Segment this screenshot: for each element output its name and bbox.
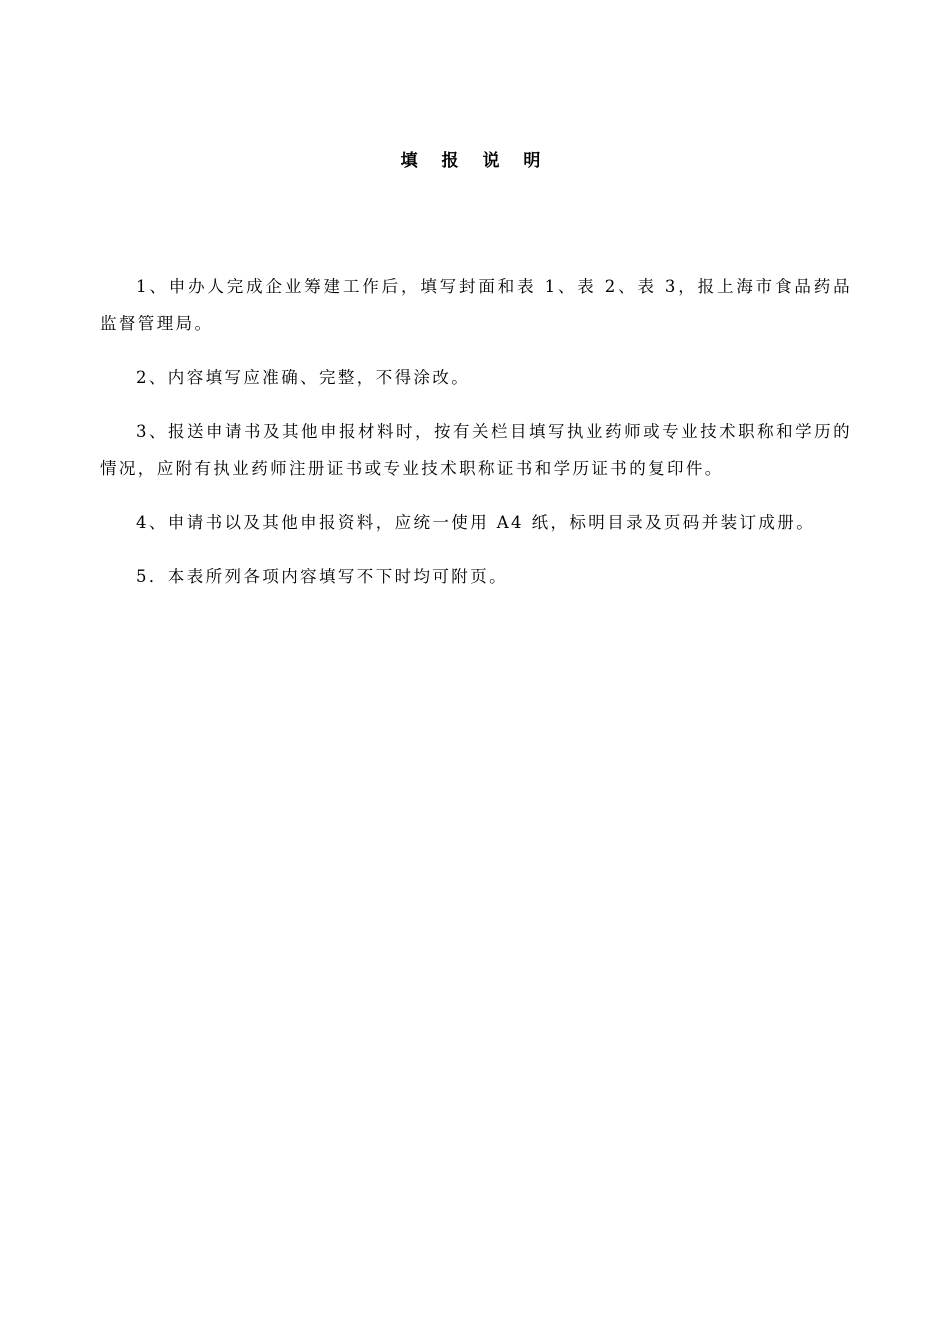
instructions-body — [100, 268, 852, 612]
instruction-item-1: 1、申办人完成企业筹建工作后，填写封面和表 1、表 2、表 3，报上海市食品药品监督管理局。 — [100, 277, 852, 333]
instruction-item-2: 2、内容填写应准确、完整，不得涂改。 — [136, 368, 471, 387]
instruction-item-4: 4、申请书以及其他申报资料，应统一使用 A4 纸，标明目录及页码并装订成册。 — [136, 513, 816, 532]
instruction-item-5: 5．本表所列各项内容填写不下时均可附页。 — [136, 567, 508, 586]
page-title: 填 报 说 明 — [400, 151, 550, 171]
instruction-item-3: 3、报送申请书及其他申报材料时，按有关栏目填写执业药师或专业技术职称和学历的情况，应附有执业药师注册证书或专业技术职称证书和学历证书的复印件。 — [100, 422, 852, 478]
